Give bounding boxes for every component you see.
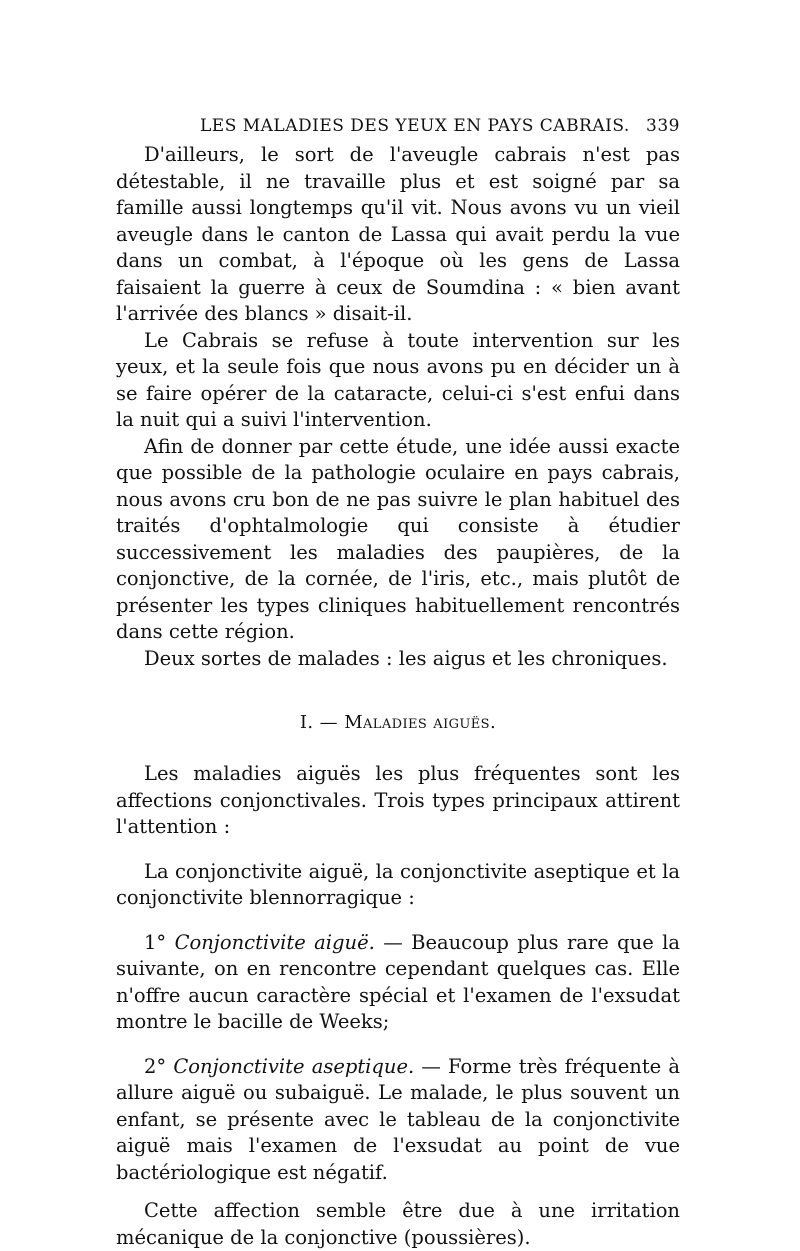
list-item-acute-conjunctivitis	[116, 930, 680, 1036]
section-title: Maladies aiguës.	[344, 712, 497, 733]
item-title: Conjonctivite aiguë.	[174, 930, 375, 954]
paragraph-mechanical-cause: Cette affection semble être due à une irritation mécanique de la conjonctive (poussières).	[116, 1199, 680, 1249]
section-number: I. —	[299, 712, 339, 733]
item-number: 2°	[144, 1054, 167, 1078]
paragraph-acute-intro: Les maladies aiguës les plus fréquentes sont les affections conjonctivales. Trois types principaux attirent l'attention :	[116, 762, 680, 838]
paragraph-two-kinds: Deux sortes de malades : les aigus et les chroniques.	[144, 646, 668, 670]
page-number: 339	[646, 116, 680, 136]
paragraph-study-plan: Afin de donner par cette étude, une idée aussi exacte que possible de la pathologie oculaire en pays cabrais, nous avons cru bon de ne pas suivre le plan habituel des traités d'ophtalmologie qui consiste à étudier successivement les maladies des paupières, de la conjonctive, de la cornée, de l'iris, etc., mais plutôt de présenter les types cliniques habituellement rencontrés dans cette région.	[116, 434, 680, 643]
paragraph-blind-fate: D'ailleurs, le sort de l'aveugle cabrais n'est pas détestable, il ne travaille plus et est soigné par sa famille aussi longtemps qu'il vit. Nous avons vu un vieil aveugle dans le canton de Lassa qui avait perdu la vue dans un combat, à l'époque où les gens de Lassa faisaient la guerre à ceux de Soumdina : « bien avant l'arrivée des blancs » disait-il.	[116, 143, 680, 325]
section-heading	[116, 712, 680, 733]
item-number: 1°	[144, 930, 167, 954]
item-text: — Beaucoup plus rare que la suivante, on en rencontre cependant quelques cas. Elle n'offre aucun caractère spécial et l'examen de l'exsudat montre le bacille de Weeks;	[116, 930, 681, 1033]
item-text: — Forme très fréquente à allure aiguë ou subaiguë. Le malade, le plus souvent un enfant, se présente avec le tableau de la conjonctivite aiguë mais l'examen de l'exsudat au point de vue bactériologique est négatif.	[116, 1054, 680, 1184]
running-header	[116, 116, 680, 136]
list-item-aseptic-conjunctivitis	[116, 1054, 680, 1187]
paragraph-refusal-surgery: Le Cabrais se refuse à toute intervention sur les yeux, et la seule fois que nous avons pu en décider un à se faire opérer de la cataracte, celui-ci s'est enfui dans la nuit qui a suivi l'intervention.	[116, 328, 680, 431]
item-title: Conjonctivite aseptique.	[173, 1054, 415, 1078]
running-title: LES MALADIES DES YEUX EN PAYS CABRAIS.	[200, 116, 630, 136]
paragraph-three-types: La conjonctivite aiguë, la conjonctivite aseptique et la conjonctivite blennorragique :	[116, 859, 680, 909]
